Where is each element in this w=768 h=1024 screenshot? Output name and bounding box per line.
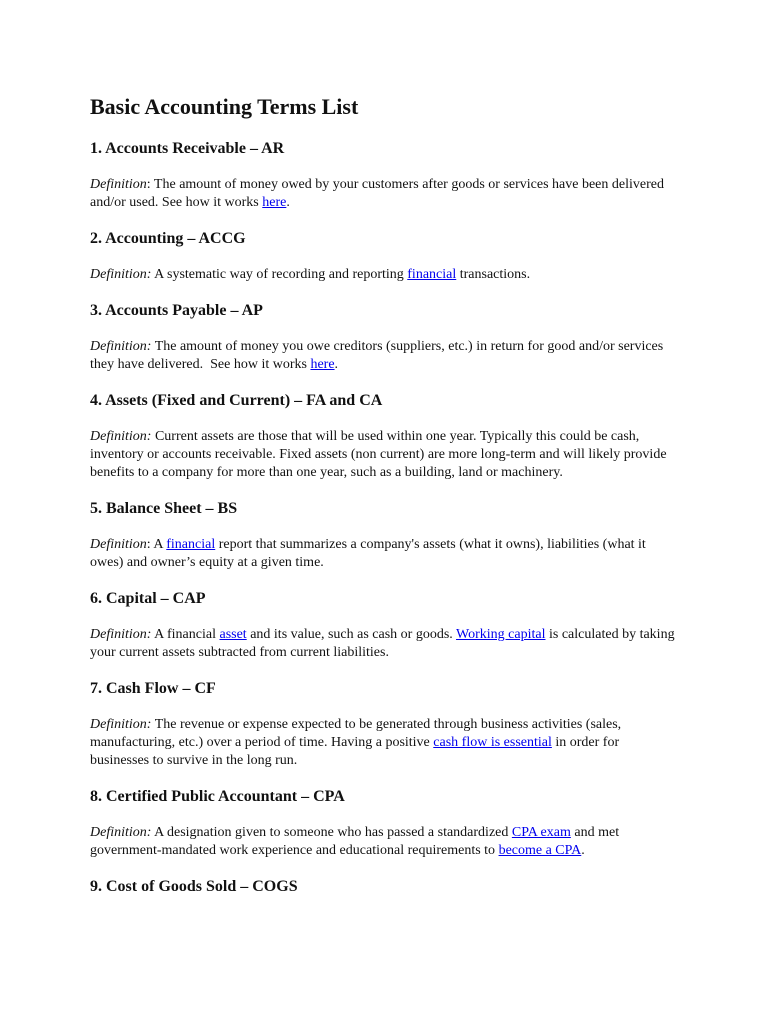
definition-label: Definition: [90,717,152,732]
definition-text: transactions. [456,267,531,282]
definition-label: Definition [90,537,147,552]
term-capital [90,589,680,662]
definition-text: and met government-mandated work experience and educational requirements to [90,825,620,858]
become-a-cpa-link[interactable]: become a CPA [498,843,582,858]
definition-text: in order for businesses to survive in the long run. [90,735,620,768]
definition-text: and its value, such as cash or goods. [246,627,457,642]
term-accounts-payable [90,301,680,374]
here-link[interactable]: here [310,357,335,372]
document-page [90,93,680,914]
financial-link[interactable]: financial [407,267,457,282]
term-heading: 4. Assets (Fixed and Current) – FA and CA [90,392,383,409]
term-cpa [90,787,680,860]
definition-text: A designation given to someone who has passed a standardized [154,825,512,840]
definition-text: The amount of money owed by your customers after goods or services have been delivered and/or used. See how it works [90,177,664,210]
term-accounting [90,229,680,284]
asset-link[interactable]: asset [219,627,247,642]
term-accounts-receivable [90,139,680,212]
definition-text: The amount of money you owe creditors (suppliers, etc.) in return for good and/or services they have delivered. See how it works [90,339,667,372]
term-heading: 1. Accounts Receivable – AR [90,140,285,157]
term-definition [90,338,680,374]
term-definition [90,536,680,572]
definition-text: is calculated by taking your current assets subtracted from current liabilities. [90,627,675,660]
working-capital-link[interactable]: Working capital [456,627,546,642]
definition-separator: : [146,177,154,192]
definition-separator: : A [146,537,167,552]
financial-link[interactable]: financial [166,537,216,552]
page-title: Basic Accounting Terms List [90,94,359,119]
definition-label: Definition [90,177,147,192]
definition-text: . [334,357,339,372]
cpa-exam-link[interactable]: CPA exam [511,825,571,840]
here-link[interactable]: here [262,195,287,210]
term-heading: 6. Capital – CAP [90,590,206,607]
term-definition [90,626,680,662]
definition-text: Current assets are those that will be used within one year. Typically this could be cash, inventory or accounts receivable. Fixed assets (non current) are more long-term and will likely provide benefits to a company for more than one year, such as a building, land or machinery. [90,429,667,480]
definition-text: . [581,843,585,858]
term-balance-sheet [90,499,680,572]
definition-label: Definition: [90,267,152,282]
definition-label: Definition: [90,825,152,840]
term-definition [90,824,680,860]
term-heading: 5. Balance Sheet – BS [90,500,238,517]
term-definition [90,266,680,284]
term-heading: 7. Cash Flow – CF [90,680,216,697]
term-definition [90,716,680,770]
term-definition [90,428,680,482]
term-definition [90,176,680,212]
term-cash-flow [90,679,680,770]
definition-label: Definition: [90,339,152,354]
definition-text: report that summarizes a company's assets (what it owns), liabilities (what it owes) and owner’s equity at a given time. [90,537,646,570]
definition-text: The revenue or expense expected to be generated through business activities (sales, manufacturing, etc.) over a period of time. Having a positive [90,717,622,750]
definition-text: . [286,195,290,210]
definition-text: A systematic way of recording and reporting [154,267,408,282]
definition-text: A financial [154,627,220,642]
definition-label: Definition: [90,627,152,642]
term-assets [90,391,680,482]
term-heading: 3. Accounts Payable – AP [90,302,263,319]
term-cogs [90,877,680,897]
definition-label: Definition: [90,429,152,444]
term-heading: 2. Accounting – ACCG [90,230,246,247]
cash-flow-link[interactable]: cash flow is essential [433,735,552,750]
term-heading: 8. Certified Public Accountant – CPA [90,788,345,805]
term-heading: 9. Cost of Goods Sold – COGS [90,878,298,895]
